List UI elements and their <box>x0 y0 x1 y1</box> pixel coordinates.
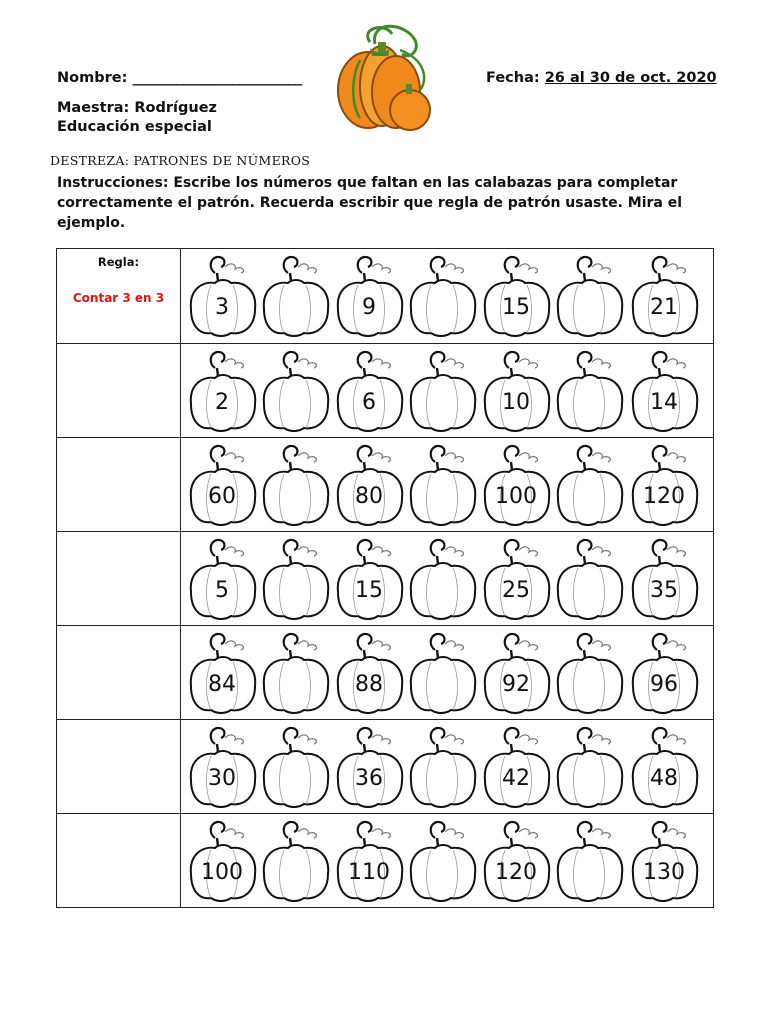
pumpkin-outline-icon <box>332 722 406 812</box>
pattern-number: 15 <box>355 578 383 603</box>
rule-cell[interactable] <box>57 344 181 437</box>
pumpkin-outline-icon <box>479 722 553 812</box>
pattern-number: 10 <box>502 390 530 415</box>
pumpkin-outline-icon[interactable] <box>405 722 479 812</box>
pattern-number: 84 <box>208 672 236 697</box>
pumpkin-outline-icon[interactable] <box>258 440 332 530</box>
rule-cell[interactable] <box>57 626 181 719</box>
pumpkin-outline-icon <box>627 534 701 624</box>
pattern-number: 120 <box>643 484 685 509</box>
rule-cell[interactable] <box>57 814 181 907</box>
pattern-number: 30 <box>208 766 236 791</box>
pumpkin-outline-icon <box>479 346 553 436</box>
pumpkin-outline-icon[interactable] <box>552 346 626 436</box>
pumpkin-outline-icon <box>627 628 701 718</box>
name-blank[interactable]: ___________________________ <box>132 70 302 86</box>
pattern-number: 88 <box>355 672 383 697</box>
pumpkin-outline-icon <box>332 628 406 718</box>
pumpkin-outline-icon[interactable] <box>258 722 332 812</box>
table-row <box>57 531 713 625</box>
pumpkin-outline-icon[interactable] <box>552 628 626 718</box>
name-label: Nombre: <box>57 70 128 86</box>
pattern-number: 60 <box>208 484 236 509</box>
rule-cell[interactable] <box>57 532 181 625</box>
table-row <box>57 719 713 813</box>
table-row <box>57 249 713 343</box>
pumpkin-outline-icon[interactable] <box>258 628 332 718</box>
pumpkin-outline-icon[interactable] <box>405 628 479 718</box>
pumpkin-outline-icon[interactable] <box>258 816 332 906</box>
pattern-number: 5 <box>215 578 229 603</box>
table-row <box>57 625 713 719</box>
skill-title: DESTREZA: PATRONES DE NÚMEROS <box>50 153 311 168</box>
pumpkin-outline-icon[interactable] <box>405 346 479 436</box>
teacher-name: Maestra: Rodríguez <box>57 100 217 116</box>
table-row <box>57 813 713 907</box>
pumpkin-outline-icon <box>185 251 259 341</box>
date-value: 26 al 30 de oct. 2020 <box>544 70 717 86</box>
pumpkin-outline-icon <box>185 722 259 812</box>
pattern-number: 96 <box>650 672 678 697</box>
pumpkin-outline-icon[interactable] <box>258 346 332 436</box>
pumpkin-outline-icon[interactable] <box>405 251 479 341</box>
pattern-number: 80 <box>355 484 383 509</box>
pattern-number: 25 <box>502 578 530 603</box>
pattern-number: 15 <box>502 295 530 320</box>
pumpkin-outline-icon <box>479 251 553 341</box>
pumpkin-outline-icon <box>479 628 553 718</box>
pumpkin-outline-icon <box>627 346 701 436</box>
pumpkin-outline-icon <box>332 346 406 436</box>
pattern-number: 120 <box>495 860 537 885</box>
pumpkins-clipart-icon <box>330 20 435 136</box>
rule-value: Contar 3 en 3 <box>72 291 165 305</box>
pattern-number: 130 <box>643 860 685 885</box>
pumpkin-outline-icon <box>332 440 406 530</box>
pumpkin-outline-icon <box>479 440 553 530</box>
pattern-number: 100 <box>201 860 243 885</box>
pumpkin-outline-icon <box>479 534 553 624</box>
rule-cell[interactable] <box>57 249 181 343</box>
pumpkin-outline-icon[interactable] <box>258 251 332 341</box>
instructions: Instrucciones: Escribe los números que faltan en las calabazas para completar correctamente el patrón. Recuerda escribir que regla de patrón usaste. Mira el ejemplo. <box>57 175 683 231</box>
pumpkin-outline-icon <box>627 440 701 530</box>
pattern-number: 2 <box>215 390 229 415</box>
pattern-number: 9 <box>362 295 376 320</box>
pattern-number: 36 <box>355 766 383 791</box>
pumpkin-outline-icon[interactable] <box>552 534 626 624</box>
pattern-number: 48 <box>650 766 678 791</box>
pattern-number: 35 <box>650 578 678 603</box>
rule-cell[interactable] <box>57 438 181 531</box>
table-row <box>57 343 713 437</box>
pumpkin-outline-icon <box>185 816 259 906</box>
pumpkin-outline-icon <box>479 816 553 906</box>
pattern-number: 92 <box>502 672 530 697</box>
date-label: Fecha: <box>486 70 540 86</box>
pattern-number: 3 <box>215 295 229 320</box>
table-row <box>57 437 713 531</box>
pumpkin-outline-icon <box>185 440 259 530</box>
pumpkin-outline-icon[interactable] <box>405 534 479 624</box>
pattern-table <box>56 248 714 908</box>
pattern-number: 100 <box>495 484 537 509</box>
pumpkin-outline-icon[interactable] <box>552 722 626 812</box>
pattern-number: 21 <box>650 295 678 320</box>
pattern-number: 14 <box>650 390 678 415</box>
pumpkin-outline-icon[interactable] <box>405 816 479 906</box>
pumpkin-outline-icon <box>332 816 406 906</box>
pumpkin-outline-icon[interactable] <box>552 816 626 906</box>
pattern-number: 6 <box>362 390 376 415</box>
pumpkin-outline-icon <box>332 251 406 341</box>
pumpkin-outline-icon <box>185 628 259 718</box>
pumpkin-outline-icon <box>627 722 701 812</box>
name-line <box>57 70 301 86</box>
pattern-number: 110 <box>348 860 390 885</box>
pumpkin-outline-icon <box>185 534 259 624</box>
program-name: Educación especial <box>57 119 212 135</box>
pumpkin-outline-icon <box>185 346 259 436</box>
pumpkin-outline-icon <box>332 534 406 624</box>
date-line <box>486 70 717 86</box>
pumpkin-outline-icon[interactable] <box>405 440 479 530</box>
rule-cell[interactable] <box>57 720 181 813</box>
pumpkin-outline-icon[interactable] <box>258 534 332 624</box>
pumpkin-outline-icon[interactable] <box>552 440 626 530</box>
pumpkin-outline-icon <box>627 816 701 906</box>
rule-header: Regla: <box>97 255 140 269</box>
pattern-number: 42 <box>502 766 530 791</box>
pumpkin-outline-icon <box>627 251 701 341</box>
pumpkin-outline-icon[interactable] <box>552 251 626 341</box>
